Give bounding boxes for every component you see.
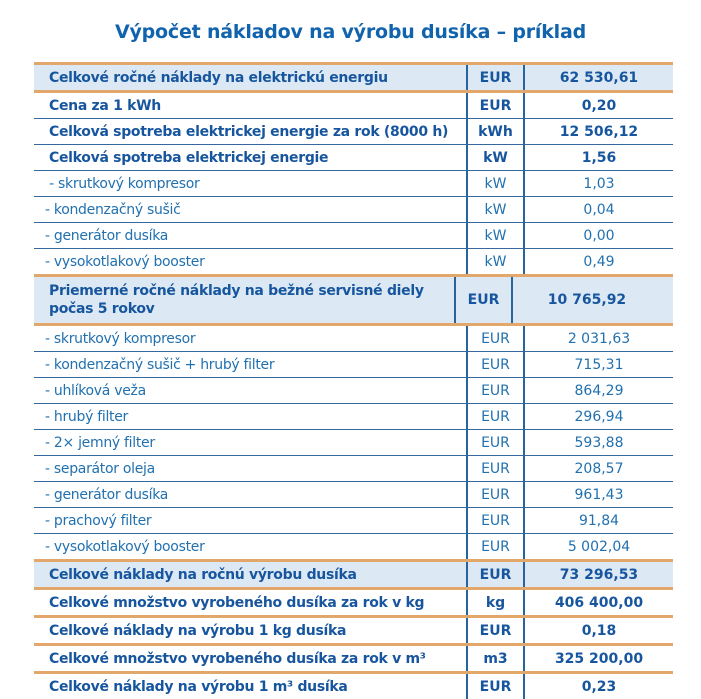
- row-value: 0,49: [523, 249, 673, 274]
- row-value: 593,88: [523, 430, 673, 455]
- row-unit: EUR: [466, 508, 523, 533]
- row-label: - prachový filter: [45, 512, 152, 529]
- row-unit: EUR: [466, 65, 523, 90]
- table-row: [34, 277, 673, 326]
- table-row: [34, 618, 673, 646]
- table-row: [34, 65, 673, 93]
- row-unit: EUR: [466, 352, 523, 377]
- table-row: [34, 171, 673, 197]
- row-label: Celkové množstvo vyrobeného dusíka za rok v kg: [49, 594, 425, 611]
- row-label: - kondenzačný sušič + hrubý filter: [45, 356, 275, 373]
- row-label: - 2× jemný filter: [45, 434, 155, 451]
- table-row: [34, 93, 673, 119]
- row-label: Celkové ročné náklady na elektrickú energiu: [49, 69, 388, 86]
- row-value: 12 506,12: [523, 119, 673, 144]
- table-row: [34, 223, 673, 249]
- row-value: 91,84: [523, 508, 673, 533]
- table-row: [34, 430, 673, 456]
- row-value: 296,94: [523, 404, 673, 429]
- row-unit: kW: [466, 171, 523, 196]
- table-row: [34, 197, 673, 223]
- row-value: 0,20: [523, 93, 673, 118]
- row-value: 325 200,00: [523, 646, 673, 671]
- row-value: 1,56: [523, 145, 673, 170]
- row-value: 715,31: [523, 352, 673, 377]
- row-value: 864,29: [523, 378, 673, 403]
- table-row: [34, 378, 673, 404]
- row-unit: EUR: [466, 456, 523, 481]
- table-row: [34, 456, 673, 482]
- row-unit: kWh: [466, 119, 523, 144]
- row-label: - vysokotlakový booster: [45, 538, 205, 555]
- row-label: Celkové náklady na ročnú výrobu dusíka: [49, 566, 357, 583]
- row-label: - skrutkový kompresor: [45, 175, 200, 192]
- row-label: - generátor dusíka: [45, 227, 169, 244]
- row-value: 961,43: [523, 482, 673, 507]
- page-title: Výpočet nákladov na výrobu dusíka – príklad: [114, 21, 587, 43]
- row-unit: kg: [466, 590, 523, 615]
- row-label: - uhlíková veža: [45, 382, 146, 399]
- row-value: 0,23: [523, 674, 673, 699]
- row-label: Celkové množstvo vyrobeného dusíka za rok v m³: [49, 650, 426, 667]
- costs-table: [34, 62, 673, 699]
- row-unit: EUR: [466, 482, 523, 507]
- table-row: [34, 352, 673, 378]
- table-row: [34, 534, 673, 562]
- row-unit: EUR: [466, 562, 523, 587]
- row-unit: m3: [466, 646, 523, 671]
- row-label: Celkové náklady na výrobu 1 kg dusíka: [49, 622, 347, 639]
- table-row: [34, 145, 673, 171]
- table-row: [34, 482, 673, 508]
- row-unit: EUR: [466, 378, 523, 403]
- table-row: [34, 508, 673, 534]
- row-label: - generátor dusíka: [45, 486, 169, 503]
- row-unit: kW: [466, 145, 523, 170]
- row-unit: EUR: [466, 404, 523, 429]
- row-label: - hrubý filter: [45, 408, 128, 425]
- row-unit: kW: [466, 197, 523, 222]
- row-unit: EUR: [466, 430, 523, 455]
- row-label: Cena za 1 kWh: [49, 97, 161, 114]
- table-row: [34, 590, 673, 618]
- row-label: - separátor oleja: [45, 460, 155, 477]
- row-label: - vysokotlakový booster: [45, 253, 205, 270]
- row-value: 73 296,53: [523, 562, 673, 587]
- table-row: [34, 249, 673, 277]
- row-value: 406 400,00: [523, 590, 673, 615]
- row-unit: EUR: [454, 277, 511, 323]
- row-label: Celkové náklady na výrobu 1 m³ dusíka: [49, 678, 348, 695]
- table-row: [34, 326, 673, 352]
- row-value: 0,18: [523, 618, 673, 643]
- table-row: [34, 646, 673, 674]
- table-row: [34, 119, 673, 145]
- row-unit: EUR: [466, 618, 523, 643]
- row-unit: EUR: [466, 674, 523, 699]
- row-value: 0,04: [523, 197, 673, 222]
- row-unit: kW: [466, 223, 523, 248]
- table-row: [34, 562, 673, 590]
- table-row: [34, 404, 673, 430]
- row-value: 1,03: [523, 171, 673, 196]
- row-value: 208,57: [523, 456, 673, 481]
- table-row: [34, 674, 673, 699]
- row-unit: kW: [466, 249, 523, 274]
- row-value: 10 765,92: [511, 277, 661, 323]
- row-label: Celková spotreba elektrickej energie za rok (8000 h): [49, 123, 449, 140]
- row-unit: EUR: [466, 93, 523, 118]
- row-value: 5 002,04: [523, 534, 673, 559]
- row-label: - kondenzačný sušič: [45, 201, 181, 218]
- row-value: 62 530,61: [523, 65, 673, 90]
- row-label: - skrutkový kompresor: [45, 330, 196, 347]
- row-label: Celková spotreba elektrickej energie: [49, 149, 329, 166]
- row-unit: EUR: [466, 534, 523, 559]
- row-label: Priemerné ročné náklady na bežné servisné diely počas 5 rokov: [49, 282, 429, 317]
- row-value: 2 031,63: [523, 326, 673, 351]
- row-value: 0,00: [523, 223, 673, 248]
- row-unit: EUR: [466, 326, 523, 351]
